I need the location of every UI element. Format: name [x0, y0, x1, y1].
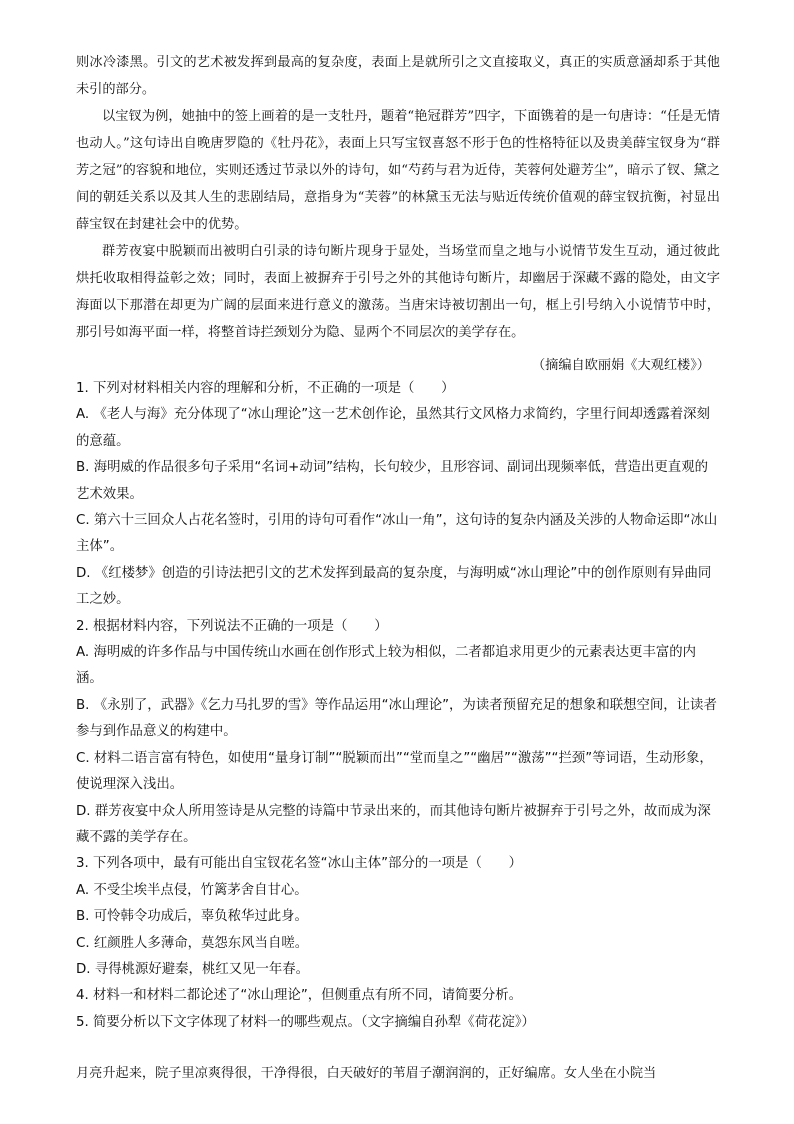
- source-note: （摘编自欧丽娟《大观红楼》）: [531, 358, 710, 373]
- answer-option: C. 第六十三回众人占花名签时，引用的诗句可看作“冰山一角”，这句诗的复杂内涵及关涉的人物命运即“冰山主体”。: [76, 513, 718, 555]
- answer-option: D. 《红楼梦》创造的引诗法把引文的艺术发挥到最高的复杂度，与海明威“冰山理论”中的创作原则有异曲同工之妙。: [76, 565, 712, 608]
- answer-option: C. 材料二语言富有特色，如使用“量身订制”“脱颖而出”“堂而皇之”“幽居”“激荡”“拦颈”等词语，生动形象，使说理深入浅出。: [76, 750, 713, 793]
- question-stem: 2. 根据材料内容，下列说法不正确的一项是（ ）: [76, 618, 388, 634]
- reading-passage: [76, 49, 720, 346]
- excerpt-line: 月亮升起来，院子里凉爽得很，干净得很，白天破好的苇眉子潮润润的，正好编席。女人坐在小院当: [76, 1066, 657, 1081]
- answer-option: B. 可怜韩令功成后，辜负秾华过此身。: [76, 909, 308, 925]
- answer-option: A. 《老人与海》充分体现了“冰山理论”这一艺术创作论，虽然其行文风格力求简约，字里行间却透露着深刻的意蕴。: [76, 407, 710, 449]
- answer-option: C. 红颜胜人多薄命，莫怨东风当自嗟。: [76, 935, 309, 951]
- question-stem: 4. 材料一和材料二都论述了“冰山理论”，但侧重点有所不同，请简要分析。: [76, 988, 523, 1004]
- answer-option: D. 群芳夜宴中众人所用签诗是从完整的诗篇中节录出来的，而其他诗句断片被摒弃于引号之外，故而成为深藏不露的美学存在。: [76, 803, 711, 845]
- answer-option: D. 寻得桃源好避秦，桃红又见一年春。: [76, 961, 310, 977]
- answer-option: A. 不受尘埃半点侵，竹篱茅舍自甘心。: [76, 882, 308, 898]
- question-stem: 3. 下列各项中，最有可能出自宝钗花名签“冰山主体”部分的一项是（ ）: [76, 856, 523, 872]
- passage-paragraph: 群芳夜宴中脱颖而出被明白引录的诗句断片现身于显处，当场堂而皇之地与小说情节发生互动，通过彼此烘托收取相得益彰之效；同时，表面上被摒弃于引号之外的其他诗句断片，却幽居于深藏不露的隐处，由文字海面以下那潜在却更为广阔的层面来进行意义的激荡。当唐宋诗被切割出一句，框上引号纳入小说情节中时，那引号如海平面一样，将整首诗拦颈划分为隐、显两个不同层次的美学存在。: [76, 244, 720, 340]
- passage-paragraph: 以宝钗为例，她抽中的签上画着的是一支牡丹，题着“艳冠群芳”四字，下面镌着的是一句唐诗：“任是无情也动人。”这句诗出自晚唐罗隐的《牡丹花》，表面上只写宝钗喜怒不形于色的性格特征以及贵美薛宝钗身为“群芳之冠”的容貌和地位，实则还透过节录以外的诗句，如“芍药与君为近侍，芙蓉何处避芳尘”，暗示了钗、黛之间的朝廷关系以及其人生的悲剧结局，意指身为“芙蓉”的林黛玉无法与贴近传统价值观的薛宝钗抗衡，衬显出薛宝钗在封建社会中的优势。: [76, 109, 720, 232]
- passage-paragraph: 则冰冷漆黑。引文的艺术被发挥到最高的复杂度，表面上是就所引之文直接取义，真正的实质意涵却系于其他未引的部分。: [76, 55, 720, 97]
- question-stem: 5. 简要分析以下文字体现了材料一的哪些观点。（文字摘编自孙犁《荷花淀》）: [76, 1014, 535, 1030]
- question-stem: 1. 下列对材料相关内容的理解和分析，不正确的一项是（ ）: [76, 381, 455, 396]
- question-list: [76, 376, 720, 1036]
- answer-option: B. 《永别了，武器》《乞力马扎罗的雪》等作品运用“冰山理论”，为读者预留充足的想象和联想空间，让读者参与到作品意义的构建中。: [76, 697, 717, 740]
- answer-option: A. 海明威的许多作品与中国传统山水画在创作形式上较为相似，二者都追求用更少的元素表达更丰富的内涵。: [76, 645, 697, 687]
- answer-option: B. 海明威的作品很多句子采用“名词+动词”结构，长句较少，且形容词、副词出现频率低，营造出更直观的艺术效果。: [76, 460, 708, 502]
